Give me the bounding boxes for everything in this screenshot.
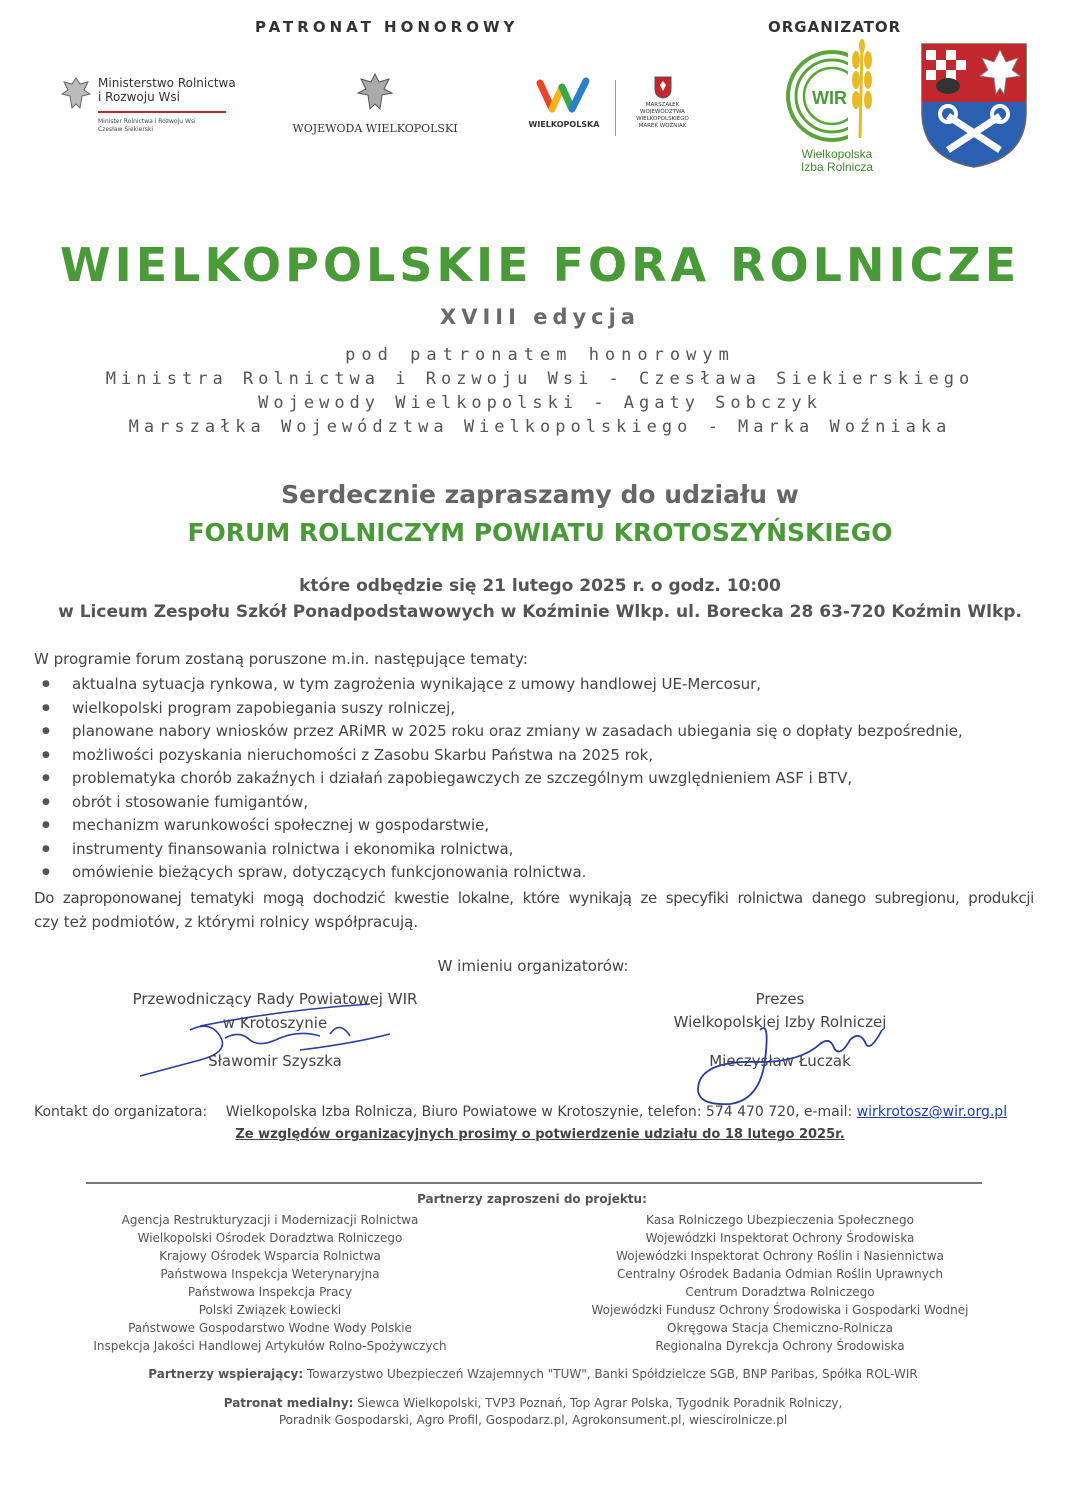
powiat-coat-of-arms bbox=[918, 40, 1030, 170]
list-item: Wojewódzki Inspektorat Ochrony Środowiska bbox=[645, 1231, 915, 1245]
media-label: Patronat medialny: bbox=[223, 1396, 354, 1410]
partners-divider bbox=[86, 1182, 982, 1184]
ministry-name-line1: Ministerstwo Rolnictwa bbox=[98, 76, 236, 90]
list-item: Agencja Restrukturyzacji i Modernizacji Rolnictwa bbox=[121, 1213, 419, 1227]
contact-label: Kontakt do organizatora: bbox=[34, 1104, 208, 1120]
event-date: które odbędzie się 21 lutego 2025 r. o godz. 10:00 bbox=[299, 576, 781, 596]
list-item: ● aktualna sytuacja rynkowa, w tym zagrożenia wynikające z umowy handlowej UE-Mercosur, bbox=[34, 673, 1044, 697]
program-note-line1: Do zaproponowanej tematyki mogą dochodzić kwestie lokalne, które wynikają ze specyfiki rolnictwa danego subregionu, produkcji bbox=[34, 889, 1034, 907]
wielkopolska-text: WIELKOPOLSKA bbox=[528, 120, 600, 129]
ministry-sub-line2: Czesław Siekierski bbox=[98, 126, 154, 133]
patronage-intro: pod patronatem honorowym bbox=[345, 345, 735, 365]
wir-wheat-icon bbox=[782, 38, 892, 146]
list-item: Centrum Doradztwa Rolniczego bbox=[685, 1285, 875, 1299]
list-item: Okręgowa Stacja Chemiczno-Rolnicza bbox=[667, 1321, 893, 1335]
organizator-label: ORGANIZATOR bbox=[768, 18, 902, 36]
contact-email-link[interactable]: wirkrotosz@wir.org.pl bbox=[856, 1104, 1008, 1120]
list-item: Inspekcja Jakości Handlowej Artykułów Rolno-Spożywczych bbox=[93, 1339, 447, 1353]
marszalek-line3: WIELKOPOLSKIEGO bbox=[636, 116, 689, 122]
supporting-partners bbox=[0, 1365, 1066, 1383]
ministry-sub-line1: Minister Rolnictwa i Rozwoju Wsi bbox=[98, 118, 196, 125]
marszalek-line1: MARSZAŁEK bbox=[645, 102, 680, 108]
list-item: ● problematyka chorób zakaźnych i działań zapobiegawczych ze szczególnym uwzględnieniem ASF i BTV, bbox=[34, 767, 1044, 791]
list-item: ● mechanizm warunkowości społecznej w gospodarstwie, bbox=[34, 814, 1044, 838]
wir-line1: Wielkopolska bbox=[801, 147, 873, 161]
on-behalf-label: W imieniu organizatorów: bbox=[437, 957, 629, 975]
marszalek-shield-icon bbox=[653, 75, 673, 99]
list-item: Państwowa Inspekcja Pracy bbox=[187, 1285, 353, 1299]
list-item: Polski Związek Łowiecki bbox=[198, 1303, 342, 1317]
partners-left-list bbox=[60, 1211, 480, 1355]
right-signatory-title2: Wielkopolskiej Izby Rolniczej bbox=[673, 1013, 887, 1031]
patronage-line1: Ministra Rolnictwa i Rozwoju Wsi - Czesława Siekierskiego bbox=[105, 369, 975, 389]
right-signatory-title1: Prezes bbox=[755, 990, 805, 1008]
media-text2: Poradnik Gospodarski, Agro Profil, Gospodarz.pl, Agrokonsument.pl, wiescirolnicze.pl bbox=[278, 1413, 788, 1427]
wir-line2: Izba Rolnicza bbox=[800, 160, 874, 174]
program-intro: W programie forum zostaną poruszone m.in. następujące tematy: bbox=[34, 650, 528, 668]
right-signatory-name: Mieczysław Łuczak bbox=[709, 1052, 851, 1070]
eagle-emblem-icon bbox=[58, 74, 94, 114]
media-patrons bbox=[0, 1394, 1066, 1412]
eagle-emblem-icon bbox=[355, 70, 395, 114]
wojewoda-text: WOJEWODA WIELKOPOLSKI bbox=[292, 122, 458, 135]
ministry-red-rule bbox=[98, 111, 226, 113]
list-item: Państwowe Gospodarstwo Wodne Wody Polskie bbox=[128, 1321, 412, 1335]
list-item: Wojewódzki Fundusz Ochrony Środowiska i Gospodarki Wodnej bbox=[591, 1303, 969, 1317]
ministry-name-line2: i Rozwoju Wsi bbox=[98, 90, 180, 104]
partners-heading: Partnerzy zaproszeni do projektu: bbox=[417, 1192, 647, 1206]
list-item: Państwowa Inspekcja Weterynaryjna bbox=[160, 1267, 380, 1281]
supporting-text: Towarzystwo Ubezpieczeń Wzajemnych "TUW", Banki Spółdzielcze SGB, BNP Paribas, Spółka ROL-WIR bbox=[306, 1367, 918, 1381]
supporting-label: Partnerzy wspierający: bbox=[148, 1367, 304, 1381]
list-item: Regionalna Dyrekcja Ochrony Środowiska bbox=[655, 1339, 905, 1353]
event-place: w Liceum Zespołu Szkół Ponadpodstawowych w Koźminie Wlkp. ul. Borecka 28 63-720 Koźmin Wlkp. bbox=[58, 602, 1022, 622]
logo-divider bbox=[615, 80, 616, 136]
partners-right-list bbox=[530, 1211, 1030, 1355]
left-signatory-title1: Przewodniczący Rady Powiatowej WIR bbox=[132, 990, 418, 1008]
patronat-label: PATRONAT HONOROWY bbox=[255, 18, 519, 36]
left-signatory-name: Sławomir Szyszka bbox=[208, 1052, 342, 1070]
patronage-line2: Wojewody Wielkopolski - Agaty Sobczyk bbox=[258, 393, 822, 413]
coat-of-arms-icon bbox=[918, 40, 1030, 170]
wielkopolska-logo bbox=[528, 75, 600, 140]
forum-name: FORUM ROLNICZYM POWIATU KROTOSZYŃSKIEGO bbox=[187, 518, 893, 547]
contact-text: Wielkopolska Izba Rolnicza, Biuro Powiatowe w Krotoszynie, telefon: 574 470 720, e-mail: bbox=[225, 1104, 853, 1120]
left-handwritten-signature bbox=[130, 990, 410, 1090]
list-item: Wielkopolski Ośrodek Doradztwa Rolniczego bbox=[137, 1231, 403, 1245]
marszalek-logo bbox=[625, 75, 700, 130]
list-item: ● instrumenty finansowania rolnictwa i ekonomika rolnictwa, bbox=[34, 838, 1044, 862]
marszalek-line2: WOJEWÓDZTWA bbox=[640, 109, 685, 115]
invitation-line1: Serdecznie zapraszamy do udziału w bbox=[281, 480, 799, 509]
wir-mark: WIR bbox=[812, 88, 847, 108]
list-item: ● omówienie bieżących spraw, dotyczących funkcjonowania rolnictwa. bbox=[34, 861, 1044, 885]
program-note-line2: czy też podmiotów, z którymi rolnicy współpracują. bbox=[34, 913, 419, 931]
list-item: Wojewódzki Inspektorat Ochrony Roślin i Nasiennictwa bbox=[616, 1249, 944, 1263]
patronage-line3: Marszałka Województwa Wielkopolskiego - Marka Woźniaka bbox=[128, 417, 952, 437]
ministry-logo bbox=[58, 72, 248, 152]
list-item: Krajowy Ośrodek Wsparcia Rolnictwa bbox=[159, 1249, 381, 1263]
media-text1: Siewca Wielkopolski, TVP3 Poznań, Top Agrar Polska, Tygodnik Poradnik Rolniczy, bbox=[357, 1396, 843, 1410]
edition-label: XVIII edycja bbox=[440, 305, 640, 329]
confirm-notice: Ze względów organizacyjnych prosimy o potwierdzenie udziału do 18 lutego 2025r. bbox=[235, 1127, 845, 1142]
list-item: ● możliwości pozyskania nieruchomości z Zasobu Skarbu Państwa na 2025 rok, bbox=[34, 744, 1044, 768]
list-item: ● obrót i stosowanie fumigantów, bbox=[34, 791, 1044, 815]
left-signatory-title2: w Krotoszynie bbox=[222, 1014, 328, 1032]
right-handwritten-signature bbox=[670, 1000, 910, 1110]
list-item: ● wielkopolski program zapobiegania suszy rolniczej, bbox=[34, 697, 1044, 721]
marszalek-line4: MAREK WOŹNIAK bbox=[638, 123, 687, 129]
wojewoda-logo bbox=[290, 70, 460, 140]
wir-logo bbox=[782, 38, 892, 178]
topic-list bbox=[34, 673, 1044, 885]
wielkopolska-w-icon bbox=[534, 75, 594, 115]
page-title: WIELKOPOLSKIE FORA ROLNICZE bbox=[59, 238, 1021, 292]
list-item: Kasa Rolniczego Ubezpieczenia Społecznego bbox=[646, 1213, 914, 1227]
contact-line bbox=[34, 1104, 1007, 1120]
list-item: Centralny Ośrodek Badania Odmian Roślin Uprawnych bbox=[616, 1267, 944, 1281]
list-item: ● planowane nabory wniosków przez ARiMR w 2025 roku oraz zmiany w zasadach ubiegania się o dopłaty bezpośrednie, bbox=[34, 720, 1044, 744]
